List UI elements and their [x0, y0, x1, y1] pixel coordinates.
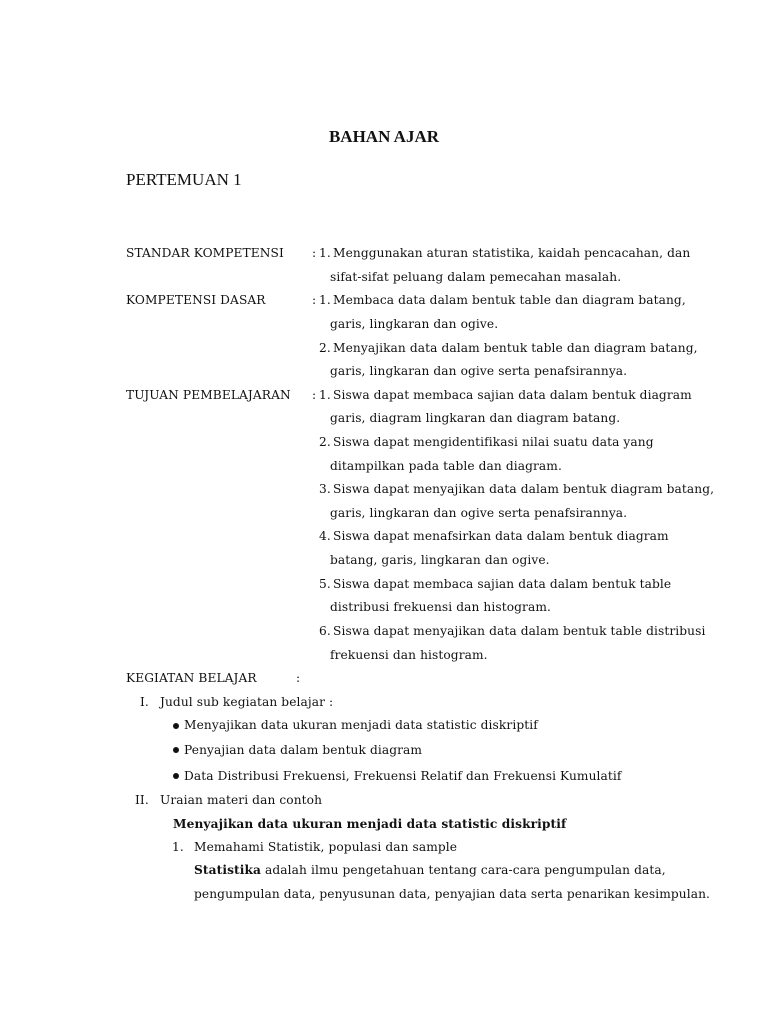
bullet-item-1: Menyajikan data ukuran menjadi data statistic diskriptif — [184, 718, 538, 732]
tp-item-6-line-1: Siswa dapat menyajikan data dalam bentuk table distribusi — [333, 624, 706, 638]
paragraph-line-1-rest: adalah ilmu pengetahuan tentang cara-cara pengumpulan data, — [261, 863, 666, 877]
kd-item-2-number: 2. — [319, 341, 331, 355]
tp-item-4-number: 4. — [319, 529, 331, 543]
sk-item-1-line-1: Menggunakan aturan statistika, kaidah pencacahan, dan — [333, 246, 691, 260]
kompetensi-dasar-label: KOMPETENSI DASAR — [126, 293, 266, 307]
section-1-numeral: I. — [140, 695, 149, 709]
standar-kompetensi-label: STANDAR KOMPETENSI — [126, 246, 284, 260]
bullet-icon — [173, 747, 179, 753]
page-title: BAHAN AJAR — [328, 127, 440, 146]
subitem-1-title: Memahami Statistik, populasi dan sample — [194, 840, 458, 854]
kegiatan-belajar-label: KEGIATAN BELAJAR — [126, 671, 257, 685]
bullet-icon — [173, 773, 179, 779]
tp-item-6-number: 6. — [319, 624, 331, 638]
kegiatan-belajar-colon: : — [296, 671, 301, 685]
subitem-1-number: 1. — [172, 840, 184, 854]
bullet-icon — [173, 723, 179, 729]
tujuan-pembelajaran-colon: : — [312, 388, 317, 402]
tp-item-3-number: 3. — [319, 482, 331, 496]
tp-item-1-line-2: garis, diagram lingkaran dan diagram batang. — [330, 411, 621, 425]
tp-item-4-line-1: Siswa dapat menafsirkan data dalam bentuk diagram — [333, 529, 669, 543]
kd-item-2-line-2: garis, lingkaran dan ogive serta penafsirannya. — [330, 364, 628, 378]
standar-kompetensi-colon: : — [312, 246, 317, 260]
tp-item-2-number: 2. — [319, 435, 331, 449]
tp-item-5-number: 5. — [319, 577, 331, 591]
tp-item-5-line-2: distribusi frekuensi dan histogram. — [330, 600, 551, 614]
paragraph-line-1 — [194, 862, 666, 878]
section-2-numeral: II. — [135, 793, 149, 807]
tujuan-pembelajaran-label: TUJUAN PEMBELAJARAN — [126, 388, 291, 402]
kd-item-1-line-2: garis, lingkaran dan ogive. — [330, 317, 499, 331]
tp-item-3-line-1: Siswa dapat menyajikan data dalam bentuk diagram batang, — [333, 482, 715, 496]
kd-item-1-line-1: Membaca data dalam bentuk table dan diagram batang, — [333, 293, 686, 307]
paragraph-line-2: pengumpulan data, penyusunan data, penyajian data serta penarikan kesimpulan. — [194, 887, 710, 901]
statistika-term: Statistika — [194, 863, 262, 877]
sk-item-1-number: 1. — [319, 246, 331, 260]
tp-item-6-line-2: frekuensi dan histogram. — [330, 648, 488, 662]
tp-item-1-line-1: Siswa dapat membaca sajian data dalam bentuk diagram — [333, 388, 692, 402]
kd-item-2-line-1: Menyajikan data dalam bentuk table dan diagram batang, — [333, 341, 698, 355]
tp-item-4-line-2: batang, garis, lingkaran dan ogive. — [330, 553, 550, 567]
tp-item-1-number: 1. — [319, 388, 331, 402]
tp-item-2-line-1: Siswa dapat mengidentifikasi nilai suatu data yang — [333, 435, 654, 449]
kompetensi-dasar-colon: : — [312, 293, 317, 307]
sk-item-1-line-2: sifat-sifat peluang dalam pemecahan masalah. — [330, 270, 622, 284]
bullet-item-2: Penyajian data dalam bentuk diagram — [184, 743, 423, 757]
tp-item-2-line-2: ditampilkan pada table dan diagram. — [330, 459, 562, 473]
kd-item-1-number: 1. — [319, 293, 331, 307]
tp-item-5-line-1: Siswa dapat membaca sajian data dalam bentuk table — [333, 577, 672, 591]
section-2-subheading: Menyajikan data ukuran menjadi data statistic diskriptif — [173, 817, 567, 831]
meeting-heading: PERTEMUAN 1 — [126, 170, 242, 189]
section-2-heading: Uraian materi dan contoh — [160, 793, 323, 807]
tp-item-3-line-2: garis, lingkaran dan ogive serta penafsirannya. — [330, 506, 628, 520]
bullet-item-3: Data Distribusi Frekuensi, Frekuensi Relatif dan Frekuensi Kumulatif — [184, 769, 622, 783]
section-1-heading: Judul sub kegiatan belajar : — [160, 695, 334, 709]
